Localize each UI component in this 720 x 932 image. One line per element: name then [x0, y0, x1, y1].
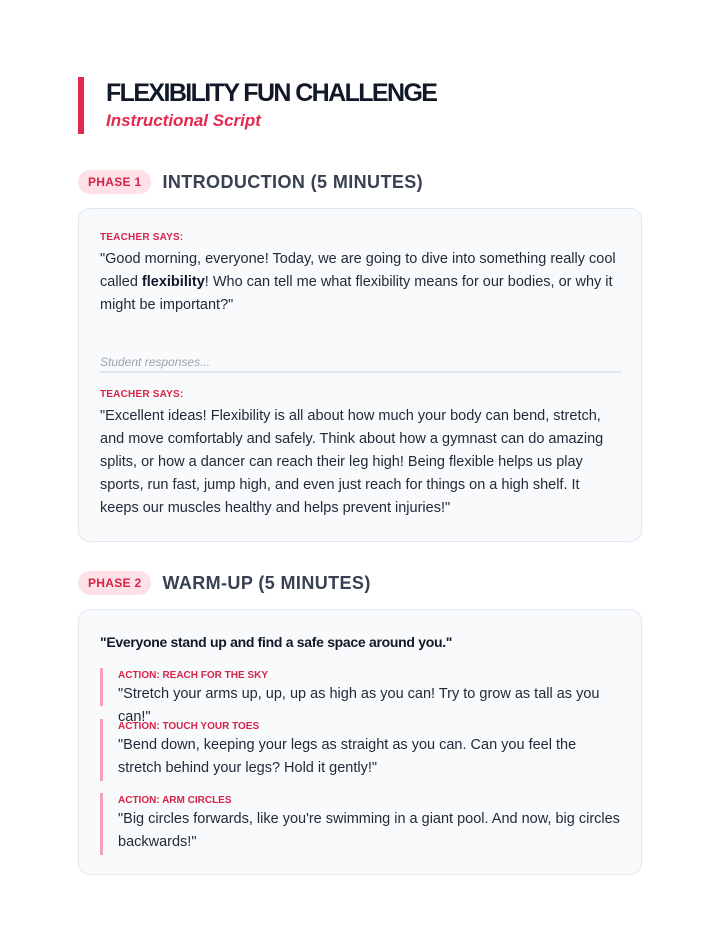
teacher-text-part: "Good morning, everyone! Today, we are going to dive into something really cool called: [100, 251, 616, 290]
phase-2-card: [78, 609, 642, 875]
action-text: "Bend down, keeping your legs as straight as you can. Can you feel the stretch behind your legs? Hold it gently!": [118, 737, 577, 776]
teacher-says-label: TEACHER SAYS:: [100, 389, 184, 400]
teacher-says-text: [100, 248, 620, 317]
action-reach-for-the-sky: [100, 668, 620, 725]
phase-1-card: [78, 208, 642, 542]
phase-1-heading: [78, 169, 423, 195]
action-touch-your-toes: [100, 719, 620, 781]
warmup-instruction: "Everyone stand up and find a safe space around you.": [100, 634, 453, 650]
phase-1-title: INTRODUCTION (5 MINUTES): [162, 171, 424, 192]
action-label: ACTION: TOUCH YOUR TOES: [118, 721, 260, 732]
phase-2-title: WARM-UP (5 MINUTES): [162, 572, 371, 593]
teacher-text-bold: flexibility: [141, 274, 205, 290]
action-text: "Big circles forwards, like you're swimming in a giant pool. And now, big circles backwards!": [118, 811, 620, 850]
student-responses-line: Student responses...: [100, 351, 621, 373]
action-label: ACTION: ARM CIRCLES: [118, 795, 232, 806]
teacher-text-part: ! Who can tell me what flexibility means for our bodies, or why it might be important?": [100, 274, 613, 313]
phase-1-badge: PHASE 1: [78, 170, 151, 194]
phase-2-heading: [78, 570, 371, 596]
teacher-says-label: TEACHER SAYS:: [100, 232, 184, 243]
phase-2-badge: PHASE 2: [78, 571, 151, 595]
document-subtitle: Instructional Script: [106, 111, 261, 130]
action-label: ACTION: REACH FOR THE SKY: [118, 670, 268, 681]
document-title: FLEXIBILITY FUN CHALLENGE: [106, 79, 437, 107]
action-text: "Stretch your arms up, up, up as high as you can! Try to grow as tall as you can!": [118, 686, 600, 725]
teacher-says-text: "Excellent ideas! Flexibility is all about how much your body can bend, stretch, and move comfortably and safely. Think about how a gymnast can do amazing splits, or how a dancer can reach their leg high! Being flexible helps us play sports, run fast, jump high, and even just reach for things on a high shelf. It keeps our muscles healthy and helps prevent injuries!": [100, 408, 604, 516]
document-header: [78, 77, 436, 134]
action-arm-circles: [100, 793, 620, 855]
